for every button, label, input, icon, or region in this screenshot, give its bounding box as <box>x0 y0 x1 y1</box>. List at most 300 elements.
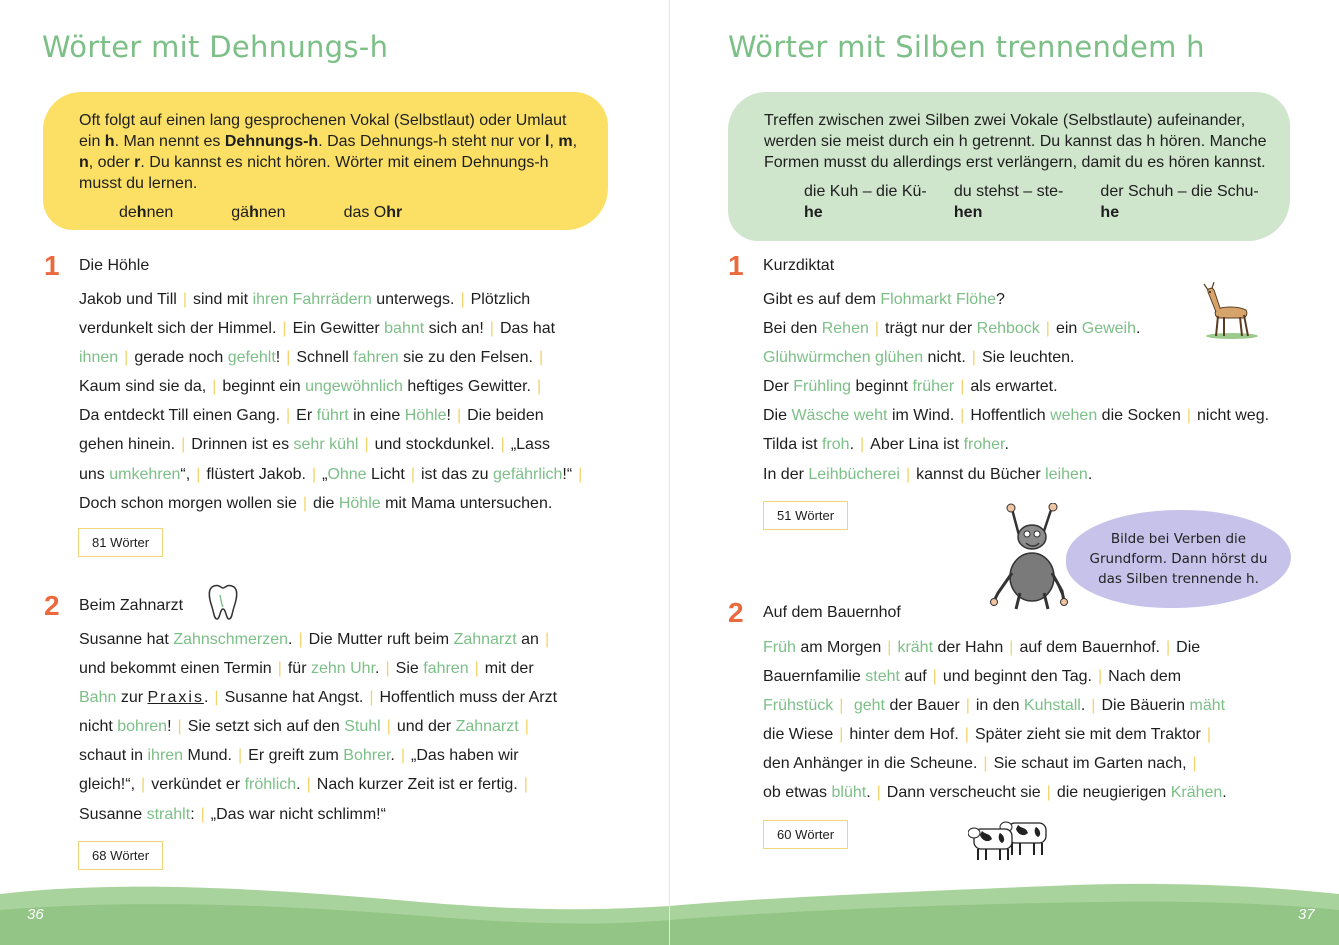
text-segment: mit der <box>484 660 534 678</box>
phrase-separator: | <box>876 784 881 802</box>
example-word <box>344 202 403 223</box>
highlighted-word: Stuhl <box>344 718 381 736</box>
text-segment: Später zieht sie mit dem Traktor <box>974 726 1201 744</box>
text-segment: ! <box>275 349 281 367</box>
text-line <box>763 749 1227 778</box>
text-segment: an <box>516 631 539 648</box>
text-line <box>763 401 1269 430</box>
text-segment: . <box>288 631 293 648</box>
phrase-separator: | <box>410 465 415 483</box>
text-segment: und stockdunkel. <box>374 436 495 454</box>
highlighted-word: Leihbücherei <box>808 465 900 483</box>
text-segment: Die Mutter ruft beim <box>308 631 454 648</box>
text-segment: und bekommt einen Termin <box>79 660 272 678</box>
phrase-separator: | <box>874 320 880 338</box>
text-segment: . <box>866 784 871 802</box>
text-segment: Mund. <box>183 747 232 765</box>
text-segment: ob etwas <box>763 784 832 802</box>
text-segment: . <box>1087 465 1093 483</box>
bold-letters: he <box>804 204 823 221</box>
phrase-separator: | <box>141 776 146 794</box>
highlighted-word: ungewöhnlich <box>305 378 403 396</box>
phrase-separator: | <box>277 660 282 678</box>
right-page-title: Wörter mit Silben trennendem h <box>728 30 1205 64</box>
text-segment: in den <box>975 697 1024 715</box>
example-word <box>231 202 285 223</box>
highlighted-word: bahnt <box>384 320 425 338</box>
phrase-separator: | <box>523 776 528 794</box>
text-line <box>763 662 1227 691</box>
example-word <box>1100 181 1268 223</box>
exercise-2-number: 2 <box>728 597 744 628</box>
text-segment: die Kuh – die Kü- <box>804 183 927 200</box>
text-line <box>79 285 588 314</box>
text-segment: verkündet er <box>151 776 245 794</box>
text-segment: . Man nennt es <box>114 133 225 150</box>
phrase-separator: | <box>1046 784 1051 802</box>
text-segment: Ein Gewitter <box>292 320 385 338</box>
text-segment: im Wind. <box>887 407 955 425</box>
bold-letters: hr <box>386 204 403 221</box>
phrase-separator: | <box>1097 668 1103 686</box>
text-segment: Drinnen ist es <box>191 436 294 454</box>
text-segment: nicht <box>79 718 118 736</box>
bold-letters: h <box>249 204 259 221</box>
text-segment: ! <box>167 718 172 736</box>
highlighted-word: mäht <box>1189 697 1226 715</box>
text-segment: . <box>375 660 380 678</box>
phrase-separator: | <box>302 494 308 512</box>
text-line <box>79 741 557 770</box>
phrase-separator: | <box>386 718 391 736</box>
exercise-1-title: Kurzdiktat <box>763 257 835 274</box>
phrase-separator: | <box>286 349 291 367</box>
text-segment: . Das Dehnungs-h steht nur vor <box>318 133 545 150</box>
text-segment: der Hahn <box>933 639 1004 656</box>
text-segment: als erwartet. <box>970 378 1058 396</box>
text-segment: de <box>119 204 137 221</box>
text-segment: Sie leuchten. <box>981 349 1075 367</box>
text-segment: hinter dem Hof. <box>849 726 959 744</box>
text-segment: nicht. <box>923 349 966 367</box>
text-segment: gerade noch <box>134 349 228 367</box>
rule-text: Treffen zwischen zwei Silben zwei Vokale (Selbstlaute) aufeinander, werden sie meist durch ein h getrennt. Du kannst das h hören. Manche Formen musst du allerdings erst verlängern, damit du es hören kannst. <box>764 112 1267 171</box>
phrase-separator: | <box>578 465 583 483</box>
phrase-separator: | <box>200 805 205 823</box>
bold-letters: r <box>134 154 141 171</box>
exercise-1-text <box>79 285 588 518</box>
text-segment: Jakob und Till <box>79 291 177 308</box>
page-number-right: 37 <box>1298 906 1315 923</box>
phrase-separator: | <box>311 465 317 483</box>
highlighted-word: steht <box>865 668 900 686</box>
speech-bubble-line: Grundform. Dann hörst du <box>1089 551 1268 567</box>
highlighted-word: wehen <box>1050 407 1098 425</box>
text-segment: . <box>1004 436 1009 454</box>
text-segment: gleich!“, <box>79 776 136 794</box>
bold-letters: Dehnungs-h <box>224 133 319 150</box>
bold-letters: h <box>136 204 147 221</box>
text-segment: Die Bäuerin <box>1101 697 1190 715</box>
highlighted-word: ihren <box>147 747 184 765</box>
highlighted-word: Zahnarzt <box>453 631 517 648</box>
tooth-icon <box>206 583 240 621</box>
phrase-separator: | <box>960 378 965 396</box>
text-line <box>79 770 557 799</box>
highlighted-word: Höhle <box>404 407 447 425</box>
text-segment: Er greift zum <box>248 747 344 765</box>
highlighted-word: bohren <box>117 718 168 736</box>
exercise-1-word-count: 51 Wörter <box>763 501 848 530</box>
phrase-separator: | <box>839 697 844 715</box>
highlighted-word: froher <box>963 436 1005 454</box>
highlighted-word: früher <box>912 378 955 396</box>
text-segment: Sie setzt sich auf den <box>187 718 345 736</box>
text-segment: für <box>287 660 311 678</box>
phrase-separator: | <box>456 407 462 425</box>
phrase-separator: | <box>971 349 976 367</box>
exercise-2-text <box>763 633 1227 808</box>
bold-letters: n <box>79 154 89 171</box>
text-segment: beginnt ein <box>222 378 306 396</box>
text-line <box>763 720 1227 749</box>
exercise-1-number: 1 <box>728 250 744 281</box>
text-segment: beginnt <box>851 378 913 396</box>
text-segment: in eine <box>348 407 405 425</box>
emphasized-word: Praxis <box>147 689 204 707</box>
text-line <box>79 712 557 741</box>
phrase-separator: | <box>182 291 187 308</box>
text-segment: am Morgen <box>795 639 882 656</box>
text-segment: uns <box>79 465 110 483</box>
text-segment: Tilda ist <box>763 436 822 454</box>
text-segment: trägt nur der <box>885 320 977 338</box>
phrase-separator: | <box>839 726 844 744</box>
deer-illustration <box>1198 282 1262 340</box>
text-segment: ? <box>995 291 1005 308</box>
text-segment: „Das war nicht schlimm!“ <box>210 805 386 823</box>
phrase-separator: | <box>298 631 303 648</box>
exercise-1-text <box>763 285 1269 489</box>
text-segment: und der <box>396 718 456 736</box>
highlighted-word: Krähen <box>1170 784 1223 802</box>
phrase-separator: | <box>212 378 217 396</box>
text-segment: Susanne hat <box>79 631 174 648</box>
text-line <box>79 654 557 683</box>
text-line <box>79 460 588 489</box>
rule-text <box>79 110 586 194</box>
bold-letters: he <box>1100 204 1120 221</box>
example-word <box>954 181 1085 223</box>
speech-bubble <box>1066 510 1291 608</box>
text-segment: . <box>390 747 395 765</box>
phrase-separator: | <box>524 718 529 736</box>
bold-letters: l <box>544 133 550 150</box>
text-segment: Der <box>763 378 794 396</box>
phrase-separator: | <box>237 747 243 765</box>
phrase-separator: | <box>500 436 505 454</box>
phrase-separator: | <box>181 436 186 454</box>
highlighted-word: gefehlt <box>227 349 276 367</box>
text-segment: : <box>190 805 195 823</box>
text-segment: die neugierigen <box>1056 784 1171 802</box>
text-line <box>79 800 557 829</box>
text-line <box>763 691 1227 720</box>
text-segment: Licht <box>366 465 405 483</box>
dehnungs-h-rule-box <box>43 92 608 230</box>
highlighted-word: ihren Fahrrädern <box>252 291 372 308</box>
text-segment: Sie <box>395 660 424 678</box>
text-segment: Nach dem <box>1108 668 1182 686</box>
text-segment: nen <box>146 204 174 221</box>
highlighted-word: Ohne <box>327 465 367 483</box>
text-segment: ist das zu <box>420 465 494 483</box>
text-segment: „Das haben wir <box>411 747 519 765</box>
highlighted-word: Glühwürmchen glühen <box>763 349 924 367</box>
highlighted-word: Früh <box>763 639 796 656</box>
text-line <box>763 314 1269 343</box>
text-segment: verdunkelt sich der Himmel. <box>79 320 277 338</box>
text-segment: das O <box>343 204 387 221</box>
right-page <box>670 0 1339 945</box>
highlighted-word: fahren <box>423 660 469 678</box>
silben-h-rule-box <box>728 92 1290 241</box>
text-segment: flüstert Jakob. <box>206 465 306 483</box>
highlighted-word: strahlt <box>146 805 191 823</box>
highlighted-word: sehr kühl <box>293 436 359 454</box>
exercise-2-title: Auf dem Bauernhof <box>763 604 901 621</box>
text-segment: nen <box>258 204 286 221</box>
highlighted-word: leihen <box>1045 465 1088 483</box>
exercise-1-title: Die Höhle <box>79 257 150 274</box>
text-line <box>79 314 588 343</box>
text-line <box>763 430 1269 459</box>
highlighted-word: fröhlich <box>244 776 297 794</box>
text-segment: sich an! <box>424 320 484 338</box>
text-segment: “, <box>180 465 191 483</box>
text-line <box>79 430 588 459</box>
text-segment: ein <box>1055 320 1082 338</box>
text-segment: , <box>549 133 559 150</box>
text-segment: auf <box>899 668 927 686</box>
text-segment: . <box>296 776 301 794</box>
phrase-separator: | <box>489 320 494 338</box>
highlighted-word: ihnen <box>79 349 119 367</box>
page-number-left: 36 <box>27 906 44 923</box>
text-segment: „ <box>322 465 328 483</box>
text-segment: . <box>203 689 209 707</box>
text-segment: Oft folgt auf einen lang gesprochenen Vokal (Selbstlaut) oder Umlaut ein <box>79 112 567 150</box>
highlighted-word: Wäsche weht <box>791 407 888 425</box>
text-segment: Susanne <box>79 805 147 823</box>
left-page <box>0 0 669 945</box>
phrase-separator: | <box>124 349 129 367</box>
text-line <box>763 285 1269 314</box>
highlighted-word: führt <box>316 407 349 425</box>
highlighted-word: blüht <box>831 784 867 802</box>
text-segment: . <box>1136 320 1141 338</box>
text-line <box>79 489 588 518</box>
phrase-separator: | <box>306 776 311 794</box>
exercise-1-word-count: 81 Wörter <box>78 528 163 557</box>
highlighted-word: Kuhstall <box>1023 697 1081 715</box>
text-segment: Nach kurzer Zeit ist er fertig. <box>316 776 518 794</box>
phrase-separator: | <box>544 631 550 648</box>
text-line <box>763 778 1227 807</box>
text-segment: Bauernfamilie <box>763 668 866 686</box>
phrase-separator: | <box>460 291 465 308</box>
highlighted-word: gefährlich <box>493 465 563 483</box>
phrase-separator: | <box>286 407 291 425</box>
text-segment: Die <box>1176 639 1201 656</box>
rule-examples <box>764 181 1268 223</box>
text-segment: Hoffentlich <box>970 407 1051 425</box>
text-segment: heftiges Gewitter. <box>402 378 531 396</box>
highlighted-word: froh <box>821 436 850 454</box>
text-segment: Hoffentlich muss der Arzt <box>379 689 558 707</box>
text-segment: In der <box>763 465 809 483</box>
phrase-separator: | <box>960 407 965 425</box>
text-segment: die <box>313 494 339 512</box>
text-line <box>79 625 557 654</box>
text-segment: . <box>849 436 855 454</box>
phrase-separator: | <box>964 726 969 744</box>
highlighted-word: Frühling <box>793 378 852 396</box>
phrase-separator: | <box>887 639 892 656</box>
phrase-separator: | <box>537 378 542 396</box>
phrase-separator: | <box>177 718 182 736</box>
text-segment: Sie schaut im Garten nach, <box>993 755 1187 773</box>
text-segment: sind mit <box>193 291 253 308</box>
highlighted-word: Flohmarkt Flöhe <box>880 291 996 308</box>
text-segment: !“ <box>562 465 573 483</box>
text-segment: . <box>1222 784 1227 802</box>
highlighted-word: Rehen <box>821 320 869 338</box>
exercise-1-number: 1 <box>44 250 60 281</box>
text-segment: „Lass <box>510 436 550 454</box>
highlighted-word: Zahnarzt <box>455 718 519 736</box>
text-segment: Aber Lina ist <box>870 436 964 454</box>
text-segment: Er <box>296 407 317 425</box>
highlighted-word: geht <box>853 697 885 715</box>
text-segment: Das hat <box>499 320 556 338</box>
text-segment: . <box>1080 697 1086 715</box>
phrase-separator: | <box>385 660 390 678</box>
example-word <box>119 202 173 223</box>
ant-illustration <box>990 503 1070 611</box>
text-segment: , oder <box>88 154 135 171</box>
text-segment: gehen hinein. <box>79 436 176 454</box>
rule-examples <box>79 202 586 223</box>
phrase-separator: | <box>369 689 374 707</box>
text-segment: ! <box>446 407 451 425</box>
phrase-separator: | <box>474 660 479 678</box>
text-segment: Doch schon morgen wollen sie <box>79 494 297 512</box>
text-segment: Dann verscheucht sie <box>886 784 1041 802</box>
left-page-title: Wörter mit Dehnungs-h <box>42 30 389 64</box>
phrase-separator: | <box>196 465 201 483</box>
phrase-separator: | <box>1091 697 1096 715</box>
highlighted-word: Höhle <box>338 494 381 512</box>
phrase-separator: | <box>214 689 219 707</box>
text-segment: Da entdeckt Till einen Gang. <box>79 407 281 425</box>
phrase-separator: | <box>1009 639 1014 656</box>
text-segment: gä <box>231 204 250 221</box>
text-line <box>79 683 557 712</box>
text-segment: Die beiden <box>467 407 544 425</box>
bold-letters: h <box>104 133 115 150</box>
text-segment: der Bauer <box>885 697 960 715</box>
text-segment: Susanne hat Angst. <box>224 689 364 707</box>
text-segment: kannst du Bücher <box>916 465 1046 483</box>
highlighted-word: Bohrer <box>343 747 391 765</box>
phrase-separator: | <box>282 320 287 338</box>
phrase-separator: | <box>1206 726 1211 744</box>
text-segment: Plötzlich <box>470 291 531 308</box>
text-segment: den Anhänger in die Scheune. <box>763 755 978 773</box>
speech-bubble-line: Bilde bei Verben die <box>1110 531 1247 547</box>
text-segment: schaut in <box>79 747 148 765</box>
phrase-separator: | <box>905 465 911 483</box>
speech-bubble-line: das Silben trennende h. <box>1098 571 1259 587</box>
exercise-2-word-count: 60 Wörter <box>763 820 848 849</box>
highlighted-word: umkehren <box>109 465 181 483</box>
exercise-2-word-count: 68 Wörter <box>78 841 163 870</box>
text-segment: . Du kannst es nicht hören. Wörter mit einem Dehnungs-h musst du lernen. <box>79 154 549 192</box>
text-segment: , <box>572 133 578 150</box>
text-line <box>763 460 1269 489</box>
text-line <box>763 633 1227 662</box>
highlighted-word: kräht <box>897 639 934 656</box>
text-segment: die Socken <box>1097 407 1181 425</box>
phrase-separator: | <box>1165 639 1171 656</box>
text-segment: du stehst – ste- <box>953 183 1064 200</box>
phrase-separator: | <box>1186 407 1191 425</box>
highlighted-word: Frühstück <box>763 697 834 715</box>
phrase-separator: | <box>538 349 544 367</box>
example-word <box>804 181 938 223</box>
text-segment: der Schuh – die Schu- <box>1100 183 1259 200</box>
text-segment: Gibt es auf dem <box>763 291 881 308</box>
text-segment: sie zu den Felsen. <box>398 349 533 367</box>
text-segment: mit Mama untersuchen. <box>380 494 553 512</box>
text-segment: unterwegs. <box>371 291 455 308</box>
exercise-2-text <box>79 625 557 829</box>
text-segment: Die <box>763 407 792 425</box>
highlighted-word: Geweih <box>1081 320 1136 338</box>
text-line <box>763 343 1269 372</box>
phrase-separator: | <box>1192 755 1197 773</box>
text-segment: nicht weg. <box>1197 407 1270 425</box>
highlighted-word: Zahnschmerzen <box>173 631 289 648</box>
phrase-separator: | <box>364 436 369 454</box>
text-segment: die Wiese <box>763 726 834 744</box>
highlighted-word: zehn Uhr <box>310 660 376 678</box>
text-line <box>79 372 588 401</box>
phrase-separator: | <box>1045 320 1050 338</box>
cows-illustration <box>968 815 1058 861</box>
text-segment: Bei den <box>763 320 822 338</box>
highlighted-word: Rehbock <box>976 320 1040 338</box>
exercise-2-number: 2 <box>44 590 60 621</box>
text-segment: zur <box>116 689 148 707</box>
exercise-2-title: Beim Zahnarzt <box>79 597 184 614</box>
text-line <box>763 372 1269 401</box>
text-segment: und beginnt den Tag. <box>942 668 1092 686</box>
phrase-separator: | <box>400 747 406 765</box>
text-line <box>79 343 588 372</box>
text-segment: Schnell <box>296 349 354 367</box>
